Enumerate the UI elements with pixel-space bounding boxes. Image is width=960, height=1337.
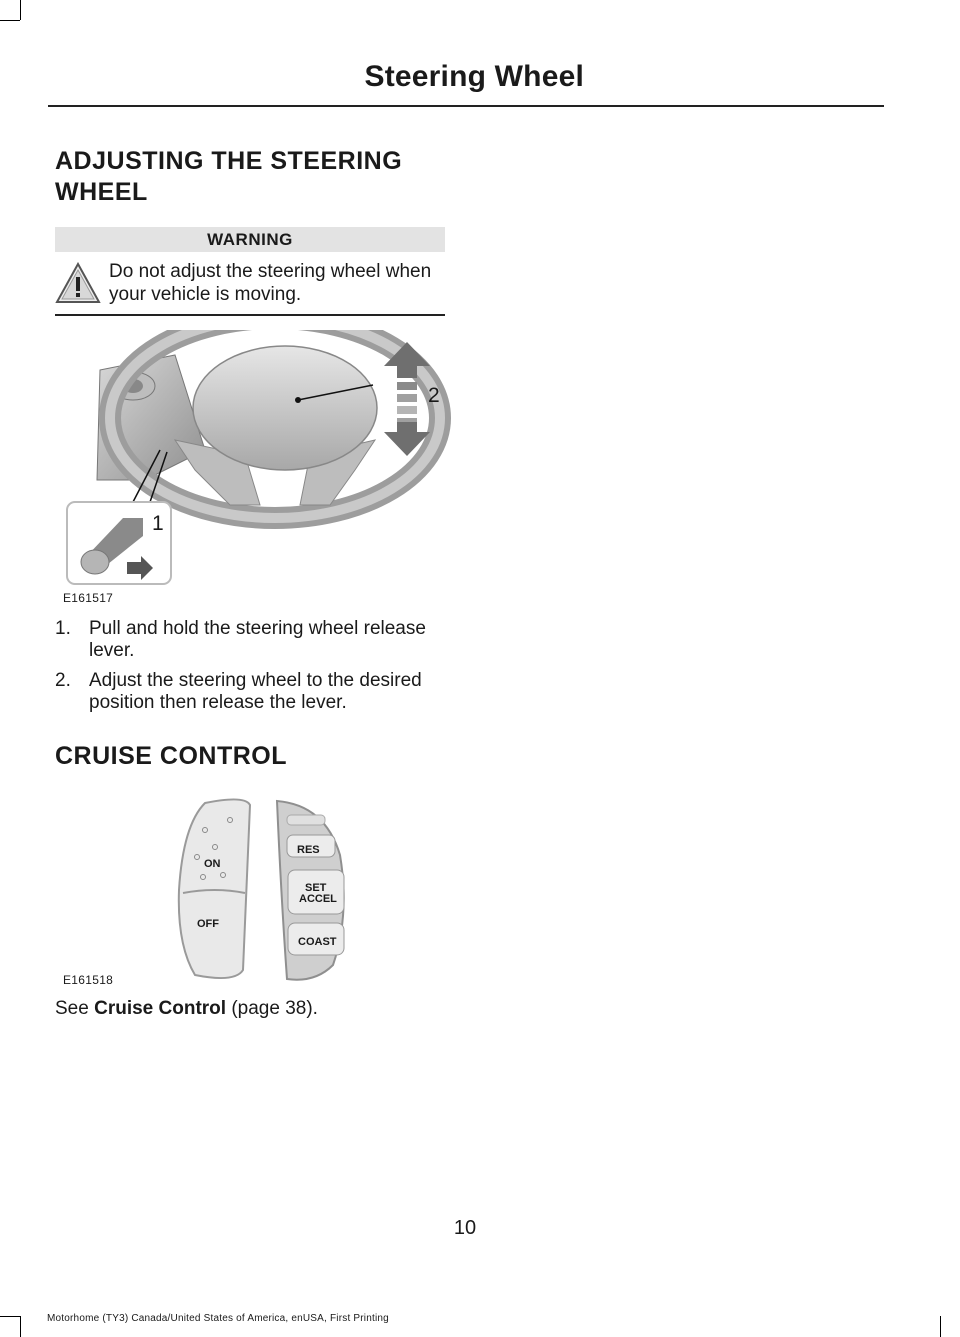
cruise-control-link[interactable]: Cruise Control <box>94 998 227 1019</box>
see-suffix: (page 38). <box>226 998 318 1019</box>
figure-code: E161517 <box>63 591 114 605</box>
step-number: 1. <box>55 618 71 639</box>
off-button-label: OFF <box>197 918 219 930</box>
figure-code: E161518 <box>63 973 114 987</box>
see-prefix: See <box>55 998 95 1019</box>
steering-wheel-illustration <box>55 330 455 595</box>
coast-button-label: COAST <box>298 936 337 948</box>
section-heading-line2: WHEEL <box>55 178 148 206</box>
cruise-control-buttons-illustration <box>175 795 355 985</box>
page-number: 10 <box>453 1217 477 1239</box>
step-text: Adjust the steering wheel to the desired position then release the lever. <box>89 670 422 713</box>
warning-triangle-icon <box>55 262 101 304</box>
warning-text: Do not adjust the steering wheel when your vehicle is moving. <box>109 261 432 305</box>
set-button-label: SET <box>305 882 327 894</box>
step-number: 2. <box>55 670 71 691</box>
list-item <box>55 670 450 714</box>
warning-label: WARNING <box>55 227 445 252</box>
cross-reference <box>55 998 318 1020</box>
crop-mark <box>0 1316 20 1317</box>
on-button-label: ON <box>204 858 221 870</box>
callout-1-label: 1 <box>152 512 164 535</box>
steps-list <box>55 618 450 722</box>
header-divider <box>48 105 884 107</box>
accel-button-label: ACCEL <box>299 893 337 905</box>
section-heading-line1: ADJUSTING THE STEERING <box>55 147 403 175</box>
step-text: Pull and hold the steering wheel release lever. <box>89 618 426 661</box>
crop-mark <box>940 1316 941 1337</box>
section-heading: CRUISE CONTROL <box>55 742 287 770</box>
warning-divider <box>55 314 445 316</box>
crop-mark <box>20 0 21 20</box>
callout-2-label: 2 <box>428 384 440 407</box>
list-item <box>55 618 450 662</box>
crop-mark <box>20 1316 21 1337</box>
crop-mark <box>0 20 20 21</box>
res-button-label: RES <box>297 844 320 856</box>
page-header-title: Steering Wheel <box>364 60 584 93</box>
footer-text: Motorhome (TY3) Canada/United States of America, enUSA, First Printing <box>47 1313 389 1324</box>
